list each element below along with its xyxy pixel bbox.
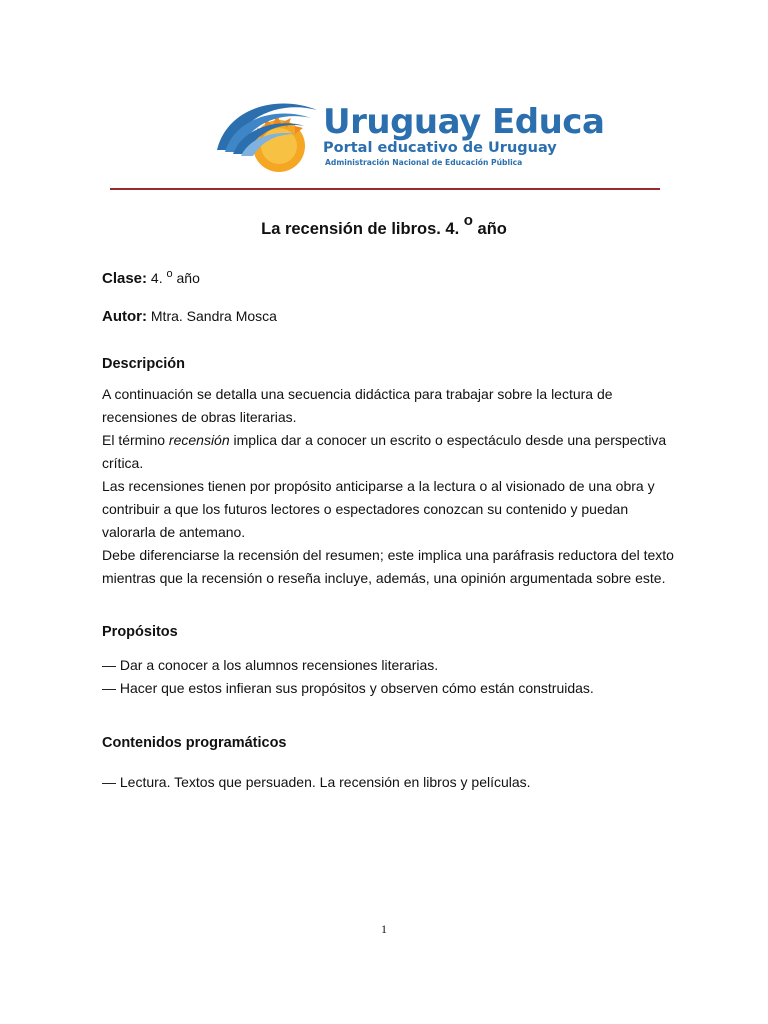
contenidos-list bbox=[102, 771, 692, 794]
descripcion-heading: Descripción bbox=[102, 356, 185, 372]
autor-label: Autor: bbox=[102, 308, 147, 325]
paragraph-line: A continuación se detalla una secuencia didáctica para trabajar sobre la lectura de bbox=[102, 386, 613, 402]
title-superscript: o bbox=[463, 212, 473, 229]
uruguay-educa-logo bbox=[207, 88, 605, 174]
page-number: 1 bbox=[381, 922, 387, 936]
list-item: — Hacer que estos infieran sus propósitos y observen cómo están construidas. bbox=[102, 680, 594, 696]
logo-subtitle: Portal educativo de Uruguay bbox=[323, 140, 557, 156]
autor-value: Mtra. Sandra Mosca bbox=[150, 308, 277, 324]
paragraph-line: recensiones de obras literarias. bbox=[102, 409, 297, 425]
paragraph-line: Las recensiones tienen por propósito anticiparse a la lectura o al visionado de una obra y bbox=[102, 478, 655, 494]
header-divider bbox=[110, 188, 660, 190]
propositos-list bbox=[102, 654, 692, 700]
paragraph-line bbox=[102, 429, 692, 452]
term-italic: recensión bbox=[168, 432, 230, 448]
paragraph-line: crítica. bbox=[102, 455, 144, 471]
descripcion-body bbox=[102, 383, 692, 590]
clase-value: 4. bbox=[150, 270, 163, 286]
clase-field bbox=[102, 270, 200, 287]
paragraph-line: valorarla de antemano. bbox=[102, 524, 246, 540]
logo-title: Uruguay Educa bbox=[323, 102, 605, 142]
clase-label: Clase: bbox=[102, 270, 148, 287]
clase-superscript: o bbox=[166, 268, 173, 280]
title-end: año bbox=[477, 220, 507, 238]
paragraph-line: contribuir a que los futuros lectores o espectadores conozcan su contenido y puedan bbox=[102, 501, 629, 517]
autor-field bbox=[102, 308, 277, 325]
document-title bbox=[0, 212, 768, 239]
list-item: — Lectura. Textos que persuaden. La recensión en libros y películas. bbox=[102, 774, 531, 790]
term-intro: El término bbox=[102, 432, 166, 448]
paragraph-line: mientras que la recensión o reseña incluye, además, una opinión argumentada sobre este. bbox=[102, 570, 666, 586]
contenidos-heading: Contenidos programáticos bbox=[102, 735, 287, 751]
logo-emblem-icon bbox=[207, 88, 319, 174]
list-item: — Dar a conocer a los alumnos recensiones literarias. bbox=[102, 657, 439, 673]
title-text: La recensión de libros. 4. bbox=[261, 220, 460, 238]
clase-end: año bbox=[176, 270, 200, 286]
paragraph-line: Debe diferenciarse la recensión del resumen; este implica una paráfrasis reductora del texto bbox=[102, 547, 674, 563]
term-rest: implica dar a conocer un escrito o espectáculo desde una perspectiva bbox=[233, 432, 667, 448]
propositos-heading: Propósitos bbox=[102, 624, 178, 640]
logo-tagline: Administración Nacional de Educación Pública bbox=[325, 158, 523, 167]
